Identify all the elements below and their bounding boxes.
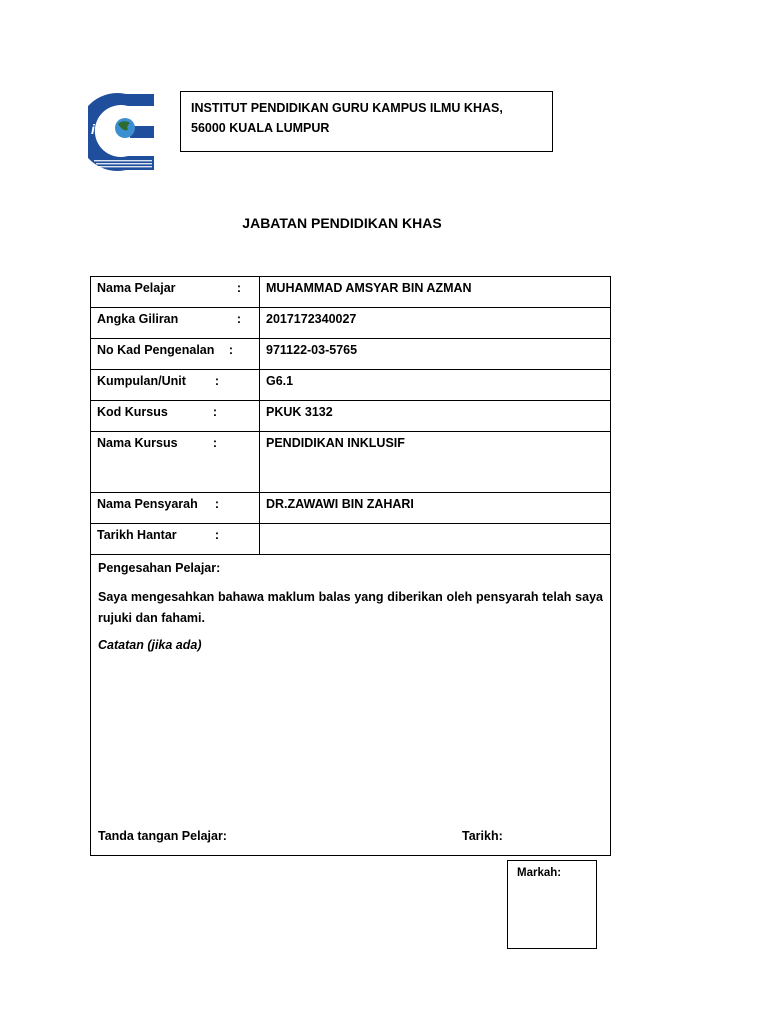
notes-label: Catatan (jika ada) [98, 638, 202, 652]
row-colon: : [212, 405, 217, 419]
row-label-cell [91, 277, 260, 308]
row-label: Nama Kursus [97, 436, 178, 450]
confirmation-title: Pengesahan Pelajar: [98, 561, 221, 575]
course-code-value: PKUK 3132 [260, 401, 611, 432]
table-row [91, 339, 611, 370]
row-label: Kod Kursus [97, 405, 168, 419]
student-info-table [90, 276, 611, 555]
table-row [91, 493, 611, 524]
row-colon: : [236, 312, 241, 326]
group-unit-value: G6.1 [260, 370, 611, 401]
row-label: Kumpulan/Unit [97, 374, 186, 388]
student-name-value: MUHAMMAD AMSYAR BIN AZMAN [260, 277, 611, 308]
marks-box [507, 860, 597, 949]
row-colon: : [214, 497, 219, 511]
department-title: JABATAN PENDIDIKAN KHAS [242, 215, 442, 231]
ipg-logo-icon [88, 90, 156, 172]
institute-logo [88, 90, 156, 172]
logo-lettering: iPG [91, 121, 116, 137]
row-label-cell [91, 401, 260, 432]
row-label-cell [91, 524, 260, 555]
row-label-cell [91, 308, 260, 339]
row-label-cell [91, 432, 260, 493]
table-row [91, 308, 611, 339]
signature-label: Tanda tangan Pelajar: [98, 829, 227, 843]
student-id-value: 2017172340027 [260, 308, 611, 339]
institute-address-line2: 56000 KUALA LUMPUR [191, 121, 330, 135]
row-label: Tarikh Hantar [97, 528, 177, 542]
row-colon: : [212, 436, 217, 450]
row-label-cell [91, 370, 260, 401]
institute-name-line1: INSTITUT PENDIDIKAN GURU KAMPUS ILMU KHAS, [191, 101, 503, 115]
marks-label: Markah: [517, 867, 562, 879]
table-row [91, 524, 611, 555]
submission-date-value [260, 524, 611, 555]
confirmation-statement: Saya mengesahkan bahawa maklum balas yang diberikan oleh pensyarah telah saya rujuki dan fahami. [98, 590, 603, 625]
lecturer-name-value: DR.ZAWAWI BIN ZAHARI [260, 493, 611, 524]
course-name-value: PENDIDIKAN INKLUSIF [260, 432, 611, 493]
row-colon: : [228, 343, 233, 357]
student-confirmation-section [90, 555, 611, 856]
table-row [91, 432, 611, 493]
row-label: No Kad Pengenalan [97, 343, 215, 357]
row-label-cell [91, 339, 260, 370]
table-row [91, 370, 611, 401]
row-label: Nama Pensyarah [97, 497, 198, 511]
table-row [91, 277, 611, 308]
date-label: Tarikh: [462, 829, 503, 843]
institute-name-box [180, 91, 553, 152]
row-colon: : [236, 281, 241, 295]
row-colon: : [214, 528, 219, 542]
row-label: Nama Pelajar [97, 281, 176, 295]
table-row [91, 401, 611, 432]
row-colon: : [214, 374, 219, 388]
row-label-cell [91, 493, 260, 524]
row-label: Angka Giliran [97, 312, 179, 326]
ic-number-value: 971122-03-5765 [260, 339, 611, 370]
